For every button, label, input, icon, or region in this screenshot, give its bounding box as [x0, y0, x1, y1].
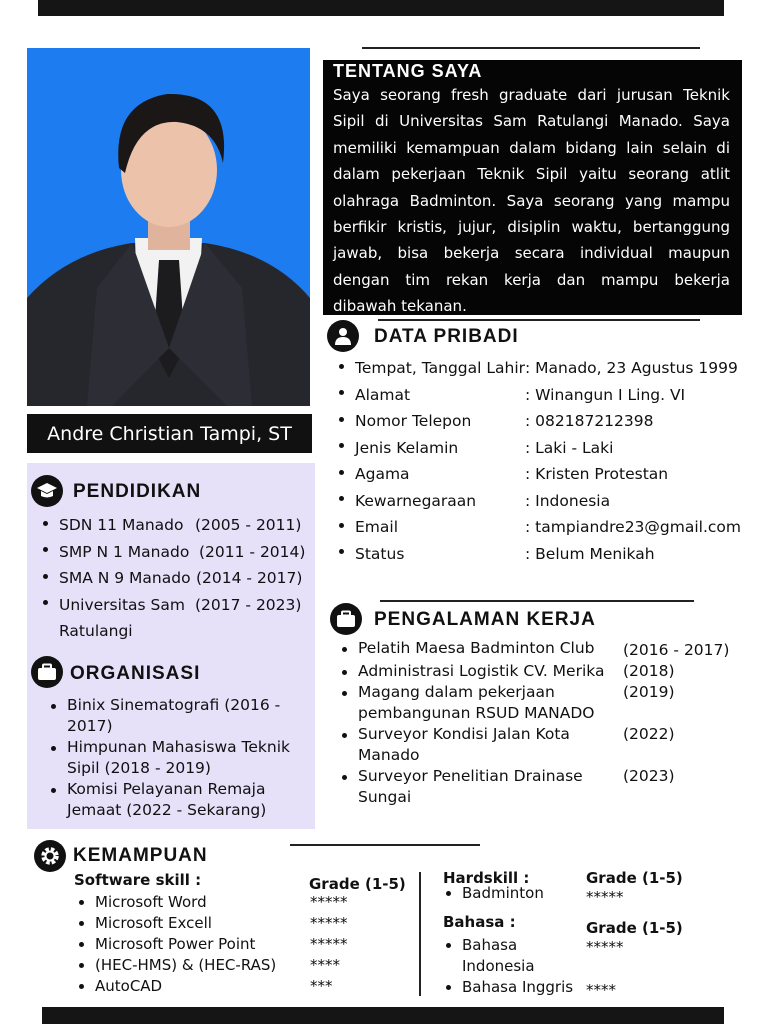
experience-item: Pelatih Maesa Badminton Club (2016 - 2017): [338, 638, 738, 661]
organization-title: ORGANISASI: [70, 663, 201, 684]
divider-skills: [290, 844, 480, 846]
gear-icon: [34, 840, 66, 872]
graduation-cap-icon: [31, 475, 63, 507]
software-grade-label: Grade (1-5): [309, 875, 406, 893]
language-item: Bahasa Inggris: [442, 977, 577, 998]
briefcase-icon: [31, 656, 63, 688]
personal-row: Alamat : Winangun I Ling. VI: [335, 382, 755, 409]
experience-item: Surveyor Penelitian Drainase Sungai (2023): [338, 766, 738, 808]
hardskill-list: [442, 883, 552, 904]
divider-about-top: [362, 47, 700, 49]
education-item: Universitas Sam Ratulangi (2017 - 2023): [39, 592, 314, 645]
personal-row: Email : tampiandre23@gmail.com: [335, 514, 755, 541]
hardskill-item: Badminton: [442, 883, 552, 904]
language-item: Bahasa Indonesia: [442, 935, 577, 977]
briefcase-icon: [330, 603, 362, 635]
software-item: AutoCAD ***: [75, 976, 405, 997]
software-item: (HEC-HMS) & (HEC-RAS) ****: [75, 955, 405, 976]
experience-list: [338, 638, 738, 808]
hardskill-label: Hardskill :: [443, 869, 530, 887]
personal-row: Kewarnegaraan : Indonesia: [335, 488, 755, 515]
software-item: Microsoft Word *****: [75, 892, 405, 913]
personal-row: Nomor Telepon : 082187212398: [335, 408, 755, 435]
language-grade: *****: [586, 938, 624, 956]
user-icon: [327, 320, 359, 352]
about-section: [323, 60, 742, 315]
experience-item: Magang dalam pekerjaan pembangunan RSUD MANADO (2019): [338, 682, 738, 724]
name-banner: [27, 414, 312, 453]
education-list: [39, 512, 314, 645]
divider-skills-vertical: [419, 872, 421, 996]
full-name: Andre Christian Tampi, ST: [47, 422, 292, 445]
language-grade-label: Grade (1-5): [586, 919, 683, 937]
hardskill-grade: *****: [586, 888, 624, 906]
software-item: Microsoft Power Point *****: [75, 934, 405, 955]
profile-photo: [27, 48, 310, 406]
bottom-bar: [42, 1007, 724, 1024]
language-list: [442, 935, 577, 998]
organization-item: Himpunan Mahasiswa Teknik Sipil (2018 - 2019): [47, 737, 297, 779]
top-bar: [38, 0, 724, 16]
hardskill-grade-label: Grade (1-5): [586, 869, 683, 887]
software-list: [75, 892, 405, 997]
language-grade: ****: [586, 981, 616, 999]
experience-item: Administrasi Logistik CV. Merika (2018): [338, 661, 738, 682]
education-item: SMP N 1 Manado (2011 - 2014): [39, 539, 314, 566]
about-text: Saya seorang fresh graduate dari jurusan Teknik Sipil di Universitas Sam Ratulangi Manado. Saya memiliki kemampuan dalam bidang lain selain di dalam pekerjaan Teknik Sipil yaitu seorang atlit olahraga Badminton. Saya seorang yang mampu berfikir kristis, jujur, disiplin waktu, bertanggung jawab, bisa bekerja secara individual maupun dengan tim rekan kerja dan mampu bekerja dibawah tekanan.: [333, 86, 730, 316]
personal-row: Status : Belum Menikah: [335, 541, 755, 568]
skills-title: KEMAMPUAN: [73, 845, 208, 866]
personal-list: [335, 355, 755, 567]
personal-row: Agama : Kristen Protestan: [335, 461, 755, 488]
software-label: Software skill :: [74, 871, 202, 889]
education-item: SDN 11 Manado (2005 - 2011): [39, 512, 314, 539]
divider-experience: [380, 600, 694, 602]
education-title: PENDIDIKAN: [73, 481, 202, 502]
organization-list: [47, 695, 297, 821]
education-item: SMA N 9 Manado (2014 - 2017): [39, 565, 314, 592]
organization-item: Komisi Pelayanan Remaja Jemaat (2022 - Sekarang): [47, 779, 297, 821]
language-label: Bahasa :: [443, 913, 516, 931]
personal-title: DATA PRIBADI: [374, 326, 519, 347]
experience-title: PENGALAMAN KERJA: [374, 609, 596, 630]
personal-row: Tempat, Tanggal Lahir : Manado, 23 Agustus 1999: [335, 355, 755, 382]
software-item: Microsoft Excell *****: [75, 913, 405, 934]
experience-item: Surveyor Kondisi Jalan Kota Manado (2022): [338, 724, 738, 766]
about-title: TENTANG SAYA: [333, 61, 483, 81]
organization-item: Binix Sinematografi (2016 - 2017): [47, 695, 297, 737]
personal-row: Jenis Kelamin : Laki - Laki: [335, 435, 755, 462]
